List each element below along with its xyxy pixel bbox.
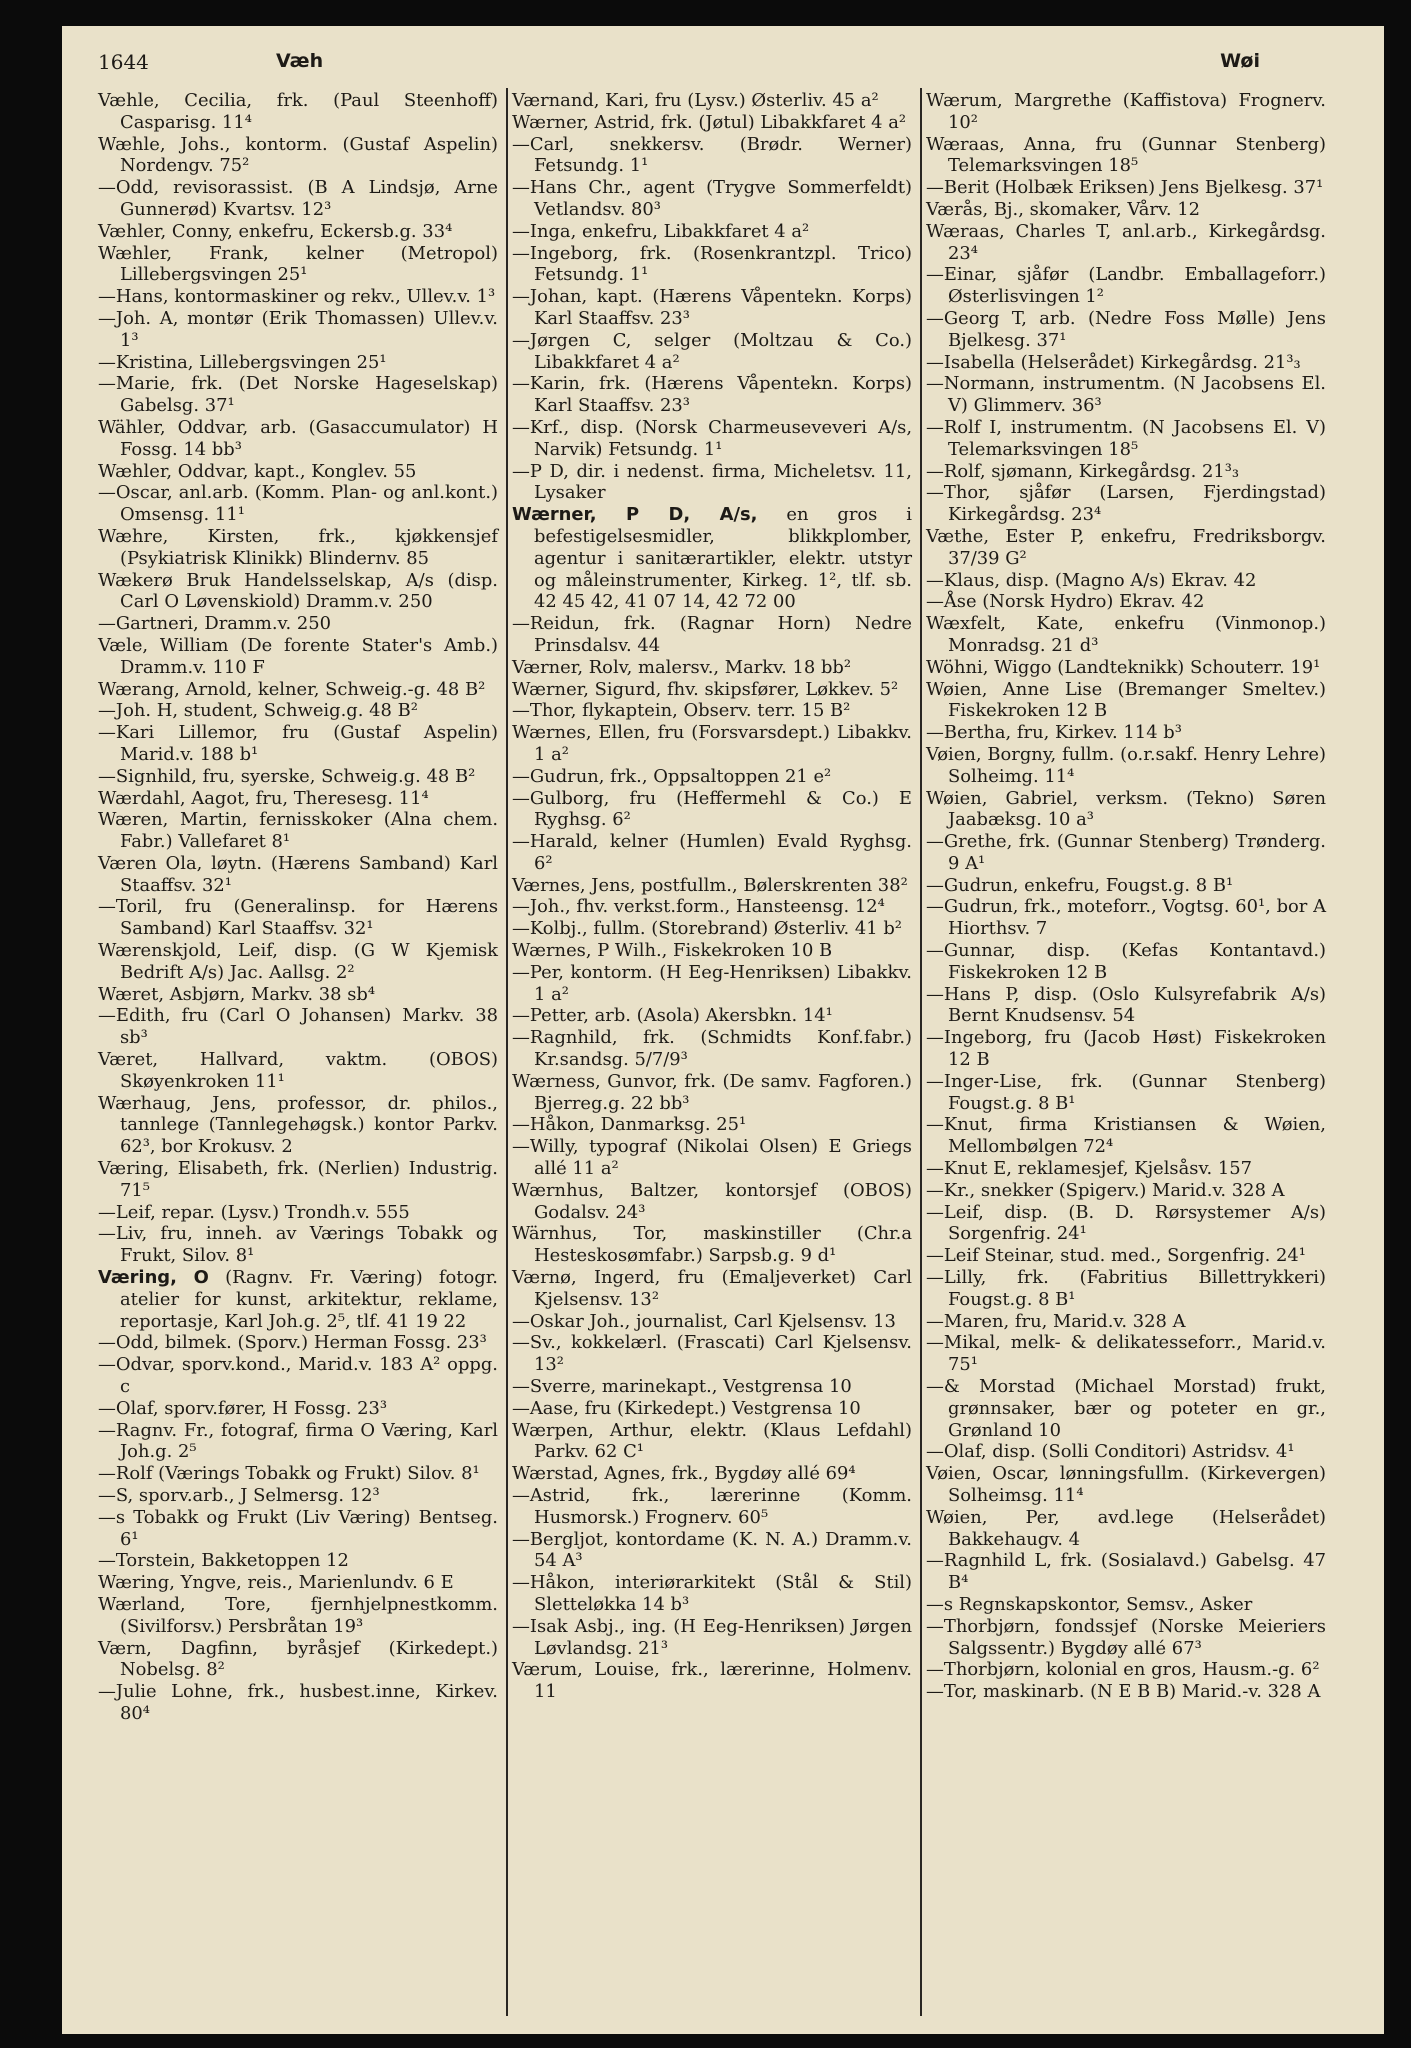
entry-text: —Håkon, interiørarkitekt (Stål & Stil) Sletteløkka 14 b³	[512, 1572, 912, 1615]
directory-entry	[512, 1114, 912, 1136]
entry-text: —Gudrun, enkefru, Fougst.g. 8 B¹	[926, 874, 1234, 896]
entry-text: —Jørgen C, selger (Moltzau & Co.) Libakkfaret 4 a²	[512, 329, 912, 373]
entry-text: Væthe, Ester P, enkefru, Fredriksborgv. 37/39 G²	[926, 525, 1326, 569]
directory-entry	[512, 940, 912, 962]
directory-entry	[926, 722, 1326, 744]
directory-entry	[98, 1354, 498, 1398]
directory-entry	[926, 679, 1326, 723]
entry-text: Wærum, Margrethe (Kaffistova) Frognerv. 10²	[926, 90, 1326, 133]
directory-entry	[926, 1550, 1326, 1594]
entry-text: Wärnhus, Tor, maskinstiller (Chr.a Hesteskosømfabr.) Sarpsb.g. 9 d¹	[512, 1223, 912, 1267]
entry-text: —Gudrun, frk., moteforr., Vogtsg. 60¹, bor A Hiorthsv. 7	[926, 896, 1326, 940]
directory-entry	[512, 504, 912, 613]
entry-text: Wæret, Asbjørn, Markv. 38 sb⁴	[98, 983, 376, 1005]
directory-entry	[98, 984, 498, 1006]
directory-entry	[98, 722, 498, 766]
entry-text: —Maren, fru, Marid.v. 328 A	[926, 1310, 1186, 1332]
entry-text: —Aase, fru (Kirkedept.) Vestgrensa 10	[512, 1397, 861, 1419]
column-divider	[920, 88, 922, 2016]
directory-entry	[926, 177, 1326, 199]
directory-entry	[512, 243, 912, 287]
entry-text: —Hans, kontormaskiner og rekv., Ullev.v. 1³	[98, 286, 496, 308]
directory-entry	[512, 1005, 912, 1027]
directory-entry	[512, 1485, 912, 1529]
entry-text: —Knut E, reklamesjef, Kjelsåsv. 157	[926, 1158, 1252, 1180]
directory-entry	[98, 1267, 498, 1332]
entry-text: Værnø, Ingerd, fru (Emaljeverket) Carl Kjelsensv. 13²	[512, 1267, 912, 1310]
entry-text: —Odvar, sporv.kond., Marid.v. 183 A² oppg. c	[98, 1354, 498, 1398]
entry-text: —Carl, snekkersv. (Brødr. Werner) Fetsundg. 1¹	[512, 133, 912, 177]
directory-entry	[926, 788, 1326, 832]
directory-entry	[98, 896, 498, 940]
entry-text: —Marie, frk. (Det Norske Hageselskap) Gabelsg. 37¹	[98, 373, 498, 417]
entry-text: —Signhild, fru, syerske, Schweig.g. 48 B²	[98, 765, 476, 787]
entry-text: —Olaf, disp. (Solli Conditori) Astridsv. 4¹	[926, 1441, 1295, 1463]
entry-text: —& Morstad (Michael Morstad) frukt, grønnsaker, bær og poteter en gr., Grønland 10	[926, 1376, 1326, 1441]
directory-entry	[926, 352, 1326, 374]
entry-text: —Rolf, sjømann, Kirkegårdsg. 21³₃	[926, 460, 1240, 482]
entry-text: —Willy, typograf (Nikolai Olsen) E Griegs allé 11 a²	[512, 1136, 912, 1180]
entry-text: —Krf., disp. (Norsk Charmeuseveveri A/s, Narvik) Fetsundg. 1¹	[512, 416, 912, 460]
entry-text: Wærnes, Ellen, fru (Forsvarsdept.) Libakkv. 1 a²	[512, 722, 912, 765]
directory-entry	[512, 330, 912, 374]
entry-text: —Isabella (Helserådet) Kirkegårdsg. 21³₃	[926, 351, 1301, 373]
directory-entry	[926, 1332, 1326, 1376]
entry-text: —Petter, arb. (Asola) Akersbkn. 14¹	[512, 1005, 833, 1027]
directory-entry	[926, 1158, 1326, 1180]
directory-entry	[926, 1114, 1326, 1158]
directory-entry	[926, 1507, 1326, 1551]
entry-text: —Joh. H, student, Schweig.g. 48 B²	[98, 700, 418, 722]
directory-entry	[926, 1245, 1326, 1267]
entry-text: —Rolf (Værings Tobakk og Frukt) Silov. 8¹	[98, 1463, 480, 1485]
entry-text: Væren Ola, løytn. (Hærens Samband) Karl Staaffsv. 32¹	[98, 852, 498, 896]
directory-entry	[98, 1485, 498, 1507]
entry-text: —Håkon, Danmarksg. 25¹	[512, 1114, 747, 1136]
directory-entry	[512, 221, 912, 243]
entry-text: —Isak Asbj., ing. (H Eeg-Henriksen) Jørgen Løvlandsg. 21³	[512, 1615, 912, 1659]
entry-text: —Gulborg, fru (Heffermehl & Co.) E Ryghsg. 6²	[512, 787, 912, 831]
entry-text: —Ragnhild L, frk. (Sosialavd.) Gabelsg. 47 B⁴	[926, 1550, 1326, 1594]
directory-entry	[98, 1463, 498, 1485]
directory-entry	[512, 722, 912, 766]
entry-text: —Knut, firma Kristiansen & Wøien, Mellombølgen 72⁴	[926, 1114, 1326, 1158]
entry-text: —Gartneri, Dramm.v. 250	[98, 613, 332, 635]
directory-entry	[926, 1071, 1326, 1115]
directory-entry	[98, 1332, 498, 1354]
directory-entry	[98, 461, 498, 483]
entry-text: —Tor, maskinarb. (N E B B) Marid.-v. 328 A	[926, 1681, 1321, 1703]
entry-text: —Per, kontorm. (H Eeg-Henriksen) Libakkv. 1 a²	[512, 961, 912, 1005]
entry-firm-name: Væring, O	[98, 1267, 209, 1289]
entry-text: —Reidun, frk. (Ragnar Horn) Nedre Prinsdalsv. 44	[512, 613, 912, 656]
entry-text: —Joh. A, montør (Erik Thomassen) Ullev.v. 1³	[98, 307, 498, 351]
directory-entry	[98, 570, 498, 614]
directory-entry	[98, 286, 498, 308]
entry-text: Wæhler, Frank, kelner (Metropol) Lillebergsvingen 25¹	[98, 242, 498, 286]
directory-entry	[926, 613, 1326, 657]
directory-entry	[98, 526, 498, 570]
entry-text: Wöhni, Wiggo (Landteknikk) Schouterr. 19¹	[926, 656, 1321, 678]
entry-text: Wæring, Yngve, reis., Marienlundv. 6 E	[98, 1572, 454, 1594]
entry-text: —Olaf, sporv.fører, H Fossg. 23³	[98, 1397, 388, 1419]
directory-entry	[926, 1463, 1326, 1507]
entry-text: Wærdahl, Aagot, fru, Theresesg. 11⁴	[98, 787, 429, 809]
directory-entry	[926, 1202, 1326, 1246]
directory-entry	[512, 134, 912, 178]
entry-text: Væle, William (De forente Stater's Amb.) Dramm.v. 110 F	[98, 634, 498, 678]
directory-entry	[98, 352, 498, 374]
directory-entry	[512, 1376, 912, 1398]
directory-entry	[98, 1223, 498, 1267]
entry-text: —Liv, fru, inneh. av Værings Tobakk og Frukt, Silov. 8¹	[98, 1223, 498, 1267]
entry-text: —Inga, enkefru, Libakkfaret 4 a²	[512, 220, 810, 242]
entry-text: Wærhaug, Jens, professor, dr. philos., tannlege (Tannlegehøgsk.) kontor Parkv. 62³, bor Krokusv. 2	[98, 1092, 498, 1158]
directory-entry	[98, 1638, 498, 1682]
entry-text: Wærpen, Arthur, elektr. (Klaus Lefdahl) Parkv. 62 C¹	[512, 1419, 912, 1463]
entry-text: —Klaus, disp. (Magno A/s) Ekrav. 42	[926, 569, 1257, 591]
entry-text: —Sverre, marinekapt., Vestgrensa 10	[512, 1376, 852, 1398]
directory-entry	[926, 1376, 1326, 1441]
entry-text: Wærnhus, Baltzer, kontorsjef (OBOS) Godalsv. 24³	[512, 1179, 912, 1223]
directory-entry	[512, 875, 912, 897]
directory-entry	[926, 1027, 1326, 1071]
directory-entry	[512, 831, 912, 875]
directory-entry	[512, 286, 912, 330]
entry-text: —Einar, sjåfør (Landbr. Emballageforr.) Østerlisvingen 1²	[926, 264, 1326, 308]
entry-text: Værnes, Jens, postfullm., Bølerskrenten 38²	[512, 874, 908, 896]
entry-text: Værner, Rolv, malersv., Markv. 18 bb²	[512, 656, 852, 678]
directory-entry	[512, 90, 912, 112]
entry-text: —Bergljot, kontordame (K. N. A.) Dramm.v. 54 A³	[512, 1528, 912, 1572]
directory-entry	[926, 373, 1326, 417]
entry-text: —Inger-Lise, frk. (Gunnar Stenberg) Fougst.g. 8 B¹	[926, 1070, 1326, 1114]
directory-entry	[926, 461, 1326, 483]
directory-entry	[512, 1463, 912, 1485]
entry-text: —Johan, kapt. (Hærens Våpentekn. Korps) Karl Staaffsv. 23³	[512, 286, 912, 329]
directory-entry	[98, 134, 498, 178]
entry-text: —Kr., snekker (Spigerv.) Marid.v. 328 A	[926, 1179, 1285, 1201]
directory-entry	[98, 1005, 498, 1049]
entry-text: Wæraas, Anna, fru (Gunnar Stenberg) Telemarksvingen 18⁵	[926, 133, 1326, 177]
directory-column-3	[926, 90, 1326, 1703]
directory-entry	[512, 657, 912, 679]
directory-entry	[98, 243, 498, 287]
entry-text: Wærang, Arnold, kelner, Schweig.-g. 48 B²	[98, 678, 486, 700]
directory-entry	[512, 896, 912, 918]
entry-text: —Leif Steinar, stud. med., Sorgenfrig. 24¹	[926, 1245, 1306, 1267]
entry-text: Wæxfelt, Kate, enkefru (Vinmonop.) Monradsg. 21 d³	[926, 613, 1326, 656]
directory-entry	[512, 766, 912, 788]
directory-entry	[926, 1681, 1326, 1703]
page-header	[98, 46, 1360, 86]
directory-entry	[926, 482, 1326, 526]
directory-entry	[512, 1398, 912, 1420]
entry-text: Wæhle, Johs., kontorm. (Gustaf Aspelin) Nordengv. 75²	[98, 133, 498, 177]
directory-entry	[98, 613, 498, 635]
entry-text: —Lilly, frk. (Fabritius Billettrykkeri) Fougst.g. 8 B¹	[926, 1267, 1326, 1310]
directory-entry	[98, 1420, 498, 1464]
directory-entry	[512, 1332, 912, 1376]
directory-entry	[512, 1659, 912, 1703]
entry-text: —Normann, instrumentm. (N Jacobsens El. V) Glimmerv. 36³	[926, 373, 1326, 417]
directory-entry	[926, 831, 1326, 875]
directory-entry	[512, 177, 912, 221]
entry-text: —Thor, flykaptein, Observ. terr. 15 B²	[512, 700, 851, 722]
directory-entry	[512, 918, 912, 940]
entry-text: Wøien, Per, avd.lege (Helserådet) Bakkehaugv. 4	[926, 1506, 1326, 1550]
entry-text: —Oskar Joh., journalist, Carl Kjelsensv. 13	[512, 1310, 896, 1332]
directory-entry	[926, 1659, 1326, 1681]
entry-text: —Oscar, anl.arb. (Komm. Plan- og anl.kont.) Omsensg. 11¹	[98, 482, 498, 526]
entry-text: —Berit (Holbæk Eriksen) Jens Bjelkesg. 37¹	[926, 177, 1324, 199]
directory-entry	[512, 613, 912, 657]
directory-column-1	[98, 90, 498, 1725]
directory-entry	[926, 875, 1326, 897]
directory-entry	[98, 1572, 498, 1594]
entry-text: —Ingeborg, frk. (Rosenkrantzpl. Trico) Fetsundg. 1¹	[512, 242, 912, 286]
directory-entry	[98, 1202, 498, 1224]
directory-entry	[926, 570, 1326, 592]
entry-text: —Ragnv. Fr., fotograf, firma O Væring, Karl Joh.g. 2⁵	[98, 1419, 498, 1463]
directory-entry	[98, 1093, 498, 1158]
entry-text: —Grethe, frk. (Gunnar Stenberg) Trønderg. 9 A¹	[926, 831, 1326, 874]
entry-text: Vøien, Oscar, lønningsfullm. (Kirkevergen) Solheimsg. 11⁴	[926, 1463, 1326, 1506]
entry-text: Væhle, Cecilia, frk. (Paul Steenhoff) Casparisg. 11⁴	[98, 90, 498, 133]
directory-entry	[926, 657, 1326, 679]
directory-entry	[512, 1071, 912, 1115]
directory-entry	[98, 766, 498, 788]
entry-text: —Thorbjørn, kolonial en gros, Hausm.-g. 6²	[926, 1659, 1320, 1681]
entry-text: —Kolbj., fullm. (Storebrand) Østerliv. 41 b²	[512, 918, 902, 940]
entry-text: —Toril, fru (Generalinsp. for Hærens Samband) Karl Staaffsv. 32¹	[98, 896, 498, 940]
directory-entry	[98, 1507, 498, 1551]
entry-text: —Julie Lohne, frk., husbest.inne, Kirkev. 80⁴	[98, 1681, 498, 1724]
directory-entry	[98, 1398, 498, 1420]
directory-entry	[98, 177, 498, 221]
directory-entry	[926, 417, 1326, 461]
directory-entry	[98, 679, 498, 701]
directory-entry	[926, 1180, 1326, 1202]
entry-text: —Gudrun, frk., Oppsaltoppen 21 e²	[512, 765, 832, 787]
directory-entry	[926, 199, 1326, 221]
directory-entry	[926, 896, 1326, 940]
directory-entry	[512, 1027, 912, 1071]
entry-text: —Hans Chr., agent (Trygve Sommerfeldt) Vetlandsv. 80³	[512, 177, 912, 220]
entry-text: Værnand, Kari, fru (Lysv.) Østerliv. 45 a²	[512, 90, 879, 111]
entry-text: Wækerø Bruk Handelsselskap, A/s (disp. Carl O Løvenskiold) Dramm.v. 250	[98, 569, 498, 613]
directory-column-2	[512, 90, 912, 1703]
entry-text: Wærnes, P Wilh., Fiskekroken 10 B	[512, 940, 833, 962]
directory-entry	[926, 940, 1326, 984]
directory-entry	[926, 1311, 1326, 1333]
entry-text: —Ingeborg, fru (Jacob Høst) Fiskekroken 12 B	[926, 1027, 1326, 1071]
directory-entry	[98, 700, 498, 722]
left-guide-word: Væh	[276, 50, 324, 72]
entry-text: —Kristina, Lillebergsvingen 25¹	[98, 351, 387, 373]
directory-entry	[926, 221, 1326, 265]
entry-text: (Ragnv. Fr. Væring) fotogr. atelier for kunst, arkitektur, reklame, reportasje, Karl Joh.g. 2⁵, tlf. 41 19 22	[120, 1267, 498, 1332]
entry-text: —S, sporv.arb., J Selmersg. 12³	[98, 1485, 380, 1506]
entry-text: Wærner, Sigurd, fhv. skipsfører, Løkkev. 5²	[512, 678, 899, 700]
entry-text: —Astrid, frk., lærerinne (Komm. Husmorsk.) Frognerv. 60⁵	[512, 1485, 912, 1528]
directory-entry	[98, 90, 498, 134]
directory-entry	[512, 1223, 912, 1267]
directory-entry	[926, 134, 1326, 178]
directory-entry	[98, 1158, 498, 1202]
directory-entry	[512, 1267, 912, 1311]
directory-entry	[512, 1529, 912, 1573]
directory-entry	[926, 90, 1326, 134]
entry-text: —s Tobakk og Frukt (Liv Væring) Bentseg. 6¹	[98, 1506, 498, 1550]
directory-entry	[926, 591, 1326, 613]
entry-text: Værn, Dagfinn, byråsjef (Kirkedept.) Nobelsg. 8²	[98, 1637, 498, 1681]
entry-text: Wøien, Anne Lise (Bremanger Smeltev.) Fiskekroken 12 B	[926, 678, 1326, 722]
directory-entry	[98, 417, 498, 461]
entry-text: —Odd, bilmek. (Sporv.) Herman Fossg. 23³	[98, 1332, 487, 1354]
directory-entry	[98, 1049, 498, 1093]
directory-entry	[926, 1616, 1326, 1660]
entry-text: —P D, dir. i nedenst. firma, Micheletsv. 11, Lysaker	[512, 460, 912, 504]
directory-entry	[926, 984, 1326, 1028]
entry-text: Wähler, Oddvar, arb. (Gasaccumulator) H Fossg. 14 bb³	[98, 416, 498, 460]
entry-text: —Joh., fhv. verkst.form., Hansteensg. 12⁴	[512, 896, 885, 918]
directory-entry	[98, 1681, 498, 1725]
directory-entry	[926, 308, 1326, 352]
directory-entry	[98, 635, 498, 679]
entry-firm-name: Wærner, P D, A/s,	[512, 504, 758, 526]
directory-entry	[98, 940, 498, 984]
directory-entry	[512, 1311, 912, 1333]
directory-entry	[926, 1267, 1326, 1311]
directory-entry	[926, 1441, 1326, 1463]
entry-text: —Rolf I, instrumentm. (N Jacobsens El. V) Telemarksvingen 18⁵	[926, 416, 1326, 460]
directory-page	[62, 26, 1384, 2034]
entry-text: Væring, Elisabeth, frk. (Nerlien) Industrig. 71⁵	[98, 1158, 498, 1201]
directory-entry	[512, 679, 912, 701]
entry-text: —Thorbjørn, fondssjef (Norske Meieriers Salgssentr.) Bygdøy allé 67³	[926, 1615, 1326, 1659]
entry-text: —Leif, repar. (Lysv.) Trondh.v. 555	[98, 1201, 410, 1223]
directory-entry	[926, 744, 1326, 788]
entry-text: Wærness, Gunvor, frk. (De samv. Fagforen.) Bjerreg.g. 22 bb³	[512, 1070, 912, 1114]
directory-entry	[512, 788, 912, 832]
entry-text: —Hans P, disp. (Oslo Kulsyrefabrik A/s) Bernt Knudsensv. 54	[926, 983, 1326, 1027]
directory-entry	[98, 788, 498, 810]
entry-text: —Odd, revisorassist. (B A Lindsjø, Arne Gunnerød) Kvartsv. 12³	[98, 177, 498, 220]
entry-text: —Karin, frk. (Hærens Våpentekn. Korps) Karl Staaffsv. 23³	[512, 373, 912, 417]
entry-text: —s Regnskapskontor, Semsv., Asker	[926, 1593, 1253, 1615]
entry-text: —Mikal, melk- & delikatesseforr., Marid.v. 75¹	[926, 1332, 1326, 1376]
directory-entry	[98, 221, 498, 243]
directory-entry	[512, 373, 912, 417]
directory-entry	[512, 962, 912, 1006]
entry-text: —Thor, sjåfør (Larsen, Fjerdingstad) Kirkegårdsg. 23⁴	[926, 482, 1326, 526]
entry-text: Værum, Louise, frk., lærerinne, Holmenv. 11	[512, 1659, 912, 1703]
entry-text: en gros i befestigelsesmidler, blikkplomber, agentur i sanitærartikler, elektr. utstyr og måleinstrumenter, Kirkeg. 1², tlf. sb. 42 45 42, 41 07 14, 42 72 00	[534, 504, 912, 613]
directory-entry	[98, 308, 498, 352]
entry-text: Wæraas, Charles T, anl.arb., Kirkegårdsg. 23⁴	[926, 220, 1326, 264]
directory-entry	[512, 1616, 912, 1660]
entry-text: —Kari Lillemor, fru (Gustaf Aspelin) Marid.v. 188 b¹	[98, 722, 498, 765]
entry-text: Været, Hallvard, vaktm. (OBOS) Skøyenkroken 11¹	[98, 1049, 498, 1092]
entry-text: Wæhre, Kirsten, frk., kjøkkensjef (Psykiatrisk Klinikk) Blindernv. 85	[98, 525, 498, 569]
page-number: 1644	[98, 50, 149, 74]
entry-text: —Gunnar, disp. (Kefas Kontantavd.) Fiskekroken 12 B	[926, 940, 1326, 983]
directory-entry	[512, 1136, 912, 1180]
entry-text: —Sv., kokkelærl. (Frascati) Carl Kjelsensv. 13²	[512, 1332, 912, 1376]
directory-entry	[512, 417, 912, 461]
directory-entry	[926, 526, 1326, 570]
entry-text: Wæhler, Oddvar, kapt., Konglev. 55	[98, 460, 417, 482]
directory-entry	[512, 1180, 912, 1224]
entry-text: —Leif, disp. (B. D. Rørsystemer A/s) Sorgenfrig. 24¹	[926, 1201, 1326, 1245]
directory-entry	[98, 853, 498, 897]
directory-entry	[98, 809, 498, 853]
entry-text: Væhler, Conny, enkefru, Eckersb.g. 33⁴	[98, 220, 453, 242]
right-guide-word: Wøi	[1220, 50, 1260, 72]
entry-text: —Ragnhild, frk. (Schmidts Konf.fabr.) Kr.sandsg. 5/7/9³	[512, 1027, 912, 1071]
directory-entry	[98, 373, 498, 417]
directory-entry	[926, 1594, 1326, 1616]
entry-text: Wøien, Gabriel, verksm. (Tekno) Søren Jaabæksg. 10 a³	[926, 787, 1326, 831]
entry-text: Wærenskjold, Leif, disp. (G W Kjemisk Bedrift A/s) Jac. Aallsg. 2²	[98, 940, 498, 983]
directory-entry	[98, 1594, 498, 1638]
directory-entry	[512, 700, 912, 722]
directory-entry	[512, 112, 912, 134]
entry-text: —Harald, kelner (Humlen) Evald Ryghsg. 6²	[512, 831, 912, 874]
entry-text: —Edith, fru (Carl O Johansen) Markv. 38 sb³	[98, 1005, 498, 1049]
directory-entry	[512, 1420, 912, 1464]
directory-entry	[98, 482, 498, 526]
entry-text: —Åse (Norsk Hydro) Ekrav. 42	[926, 591, 1205, 613]
entry-text: Wærner, Astrid, frk. (Jøtul) Libakkfaret 4 a²	[512, 111, 907, 133]
directory-entry	[926, 264, 1326, 308]
entry-text: Vøien, Borgny, fullm. (o.r.sakf. Henry Lehre) Solheimg. 11⁴	[926, 743, 1326, 787]
entry-text: —Torstein, Bakketoppen 12	[98, 1550, 349, 1572]
entry-text: —Georg T, arb. (Nedre Foss Mølle) Jens Bjelkesg. 37¹	[926, 307, 1326, 351]
directory-entry	[512, 1572, 912, 1616]
entry-text: Wæren, Martin, fernisskoker (Alna chem. Fabr.) Vallefaret 8¹	[98, 809, 498, 853]
entry-text: —Bertha, fru, Kirkev. 114 b³	[926, 722, 1182, 744]
entry-text: Wærland, Tore, fjernhjelpnestkomm. (Sivilforsv.) Persbråtan 19³	[98, 1593, 498, 1637]
directory-entry	[512, 461, 912, 505]
entry-text: Wærstad, Agnes, frk., Bygdøy allé 69⁴	[512, 1463, 856, 1485]
directory-entry	[98, 1550, 498, 1572]
entry-text: Værås, Bj., skomaker, Vårv. 12	[926, 198, 1201, 220]
column-divider	[506, 88, 508, 2016]
